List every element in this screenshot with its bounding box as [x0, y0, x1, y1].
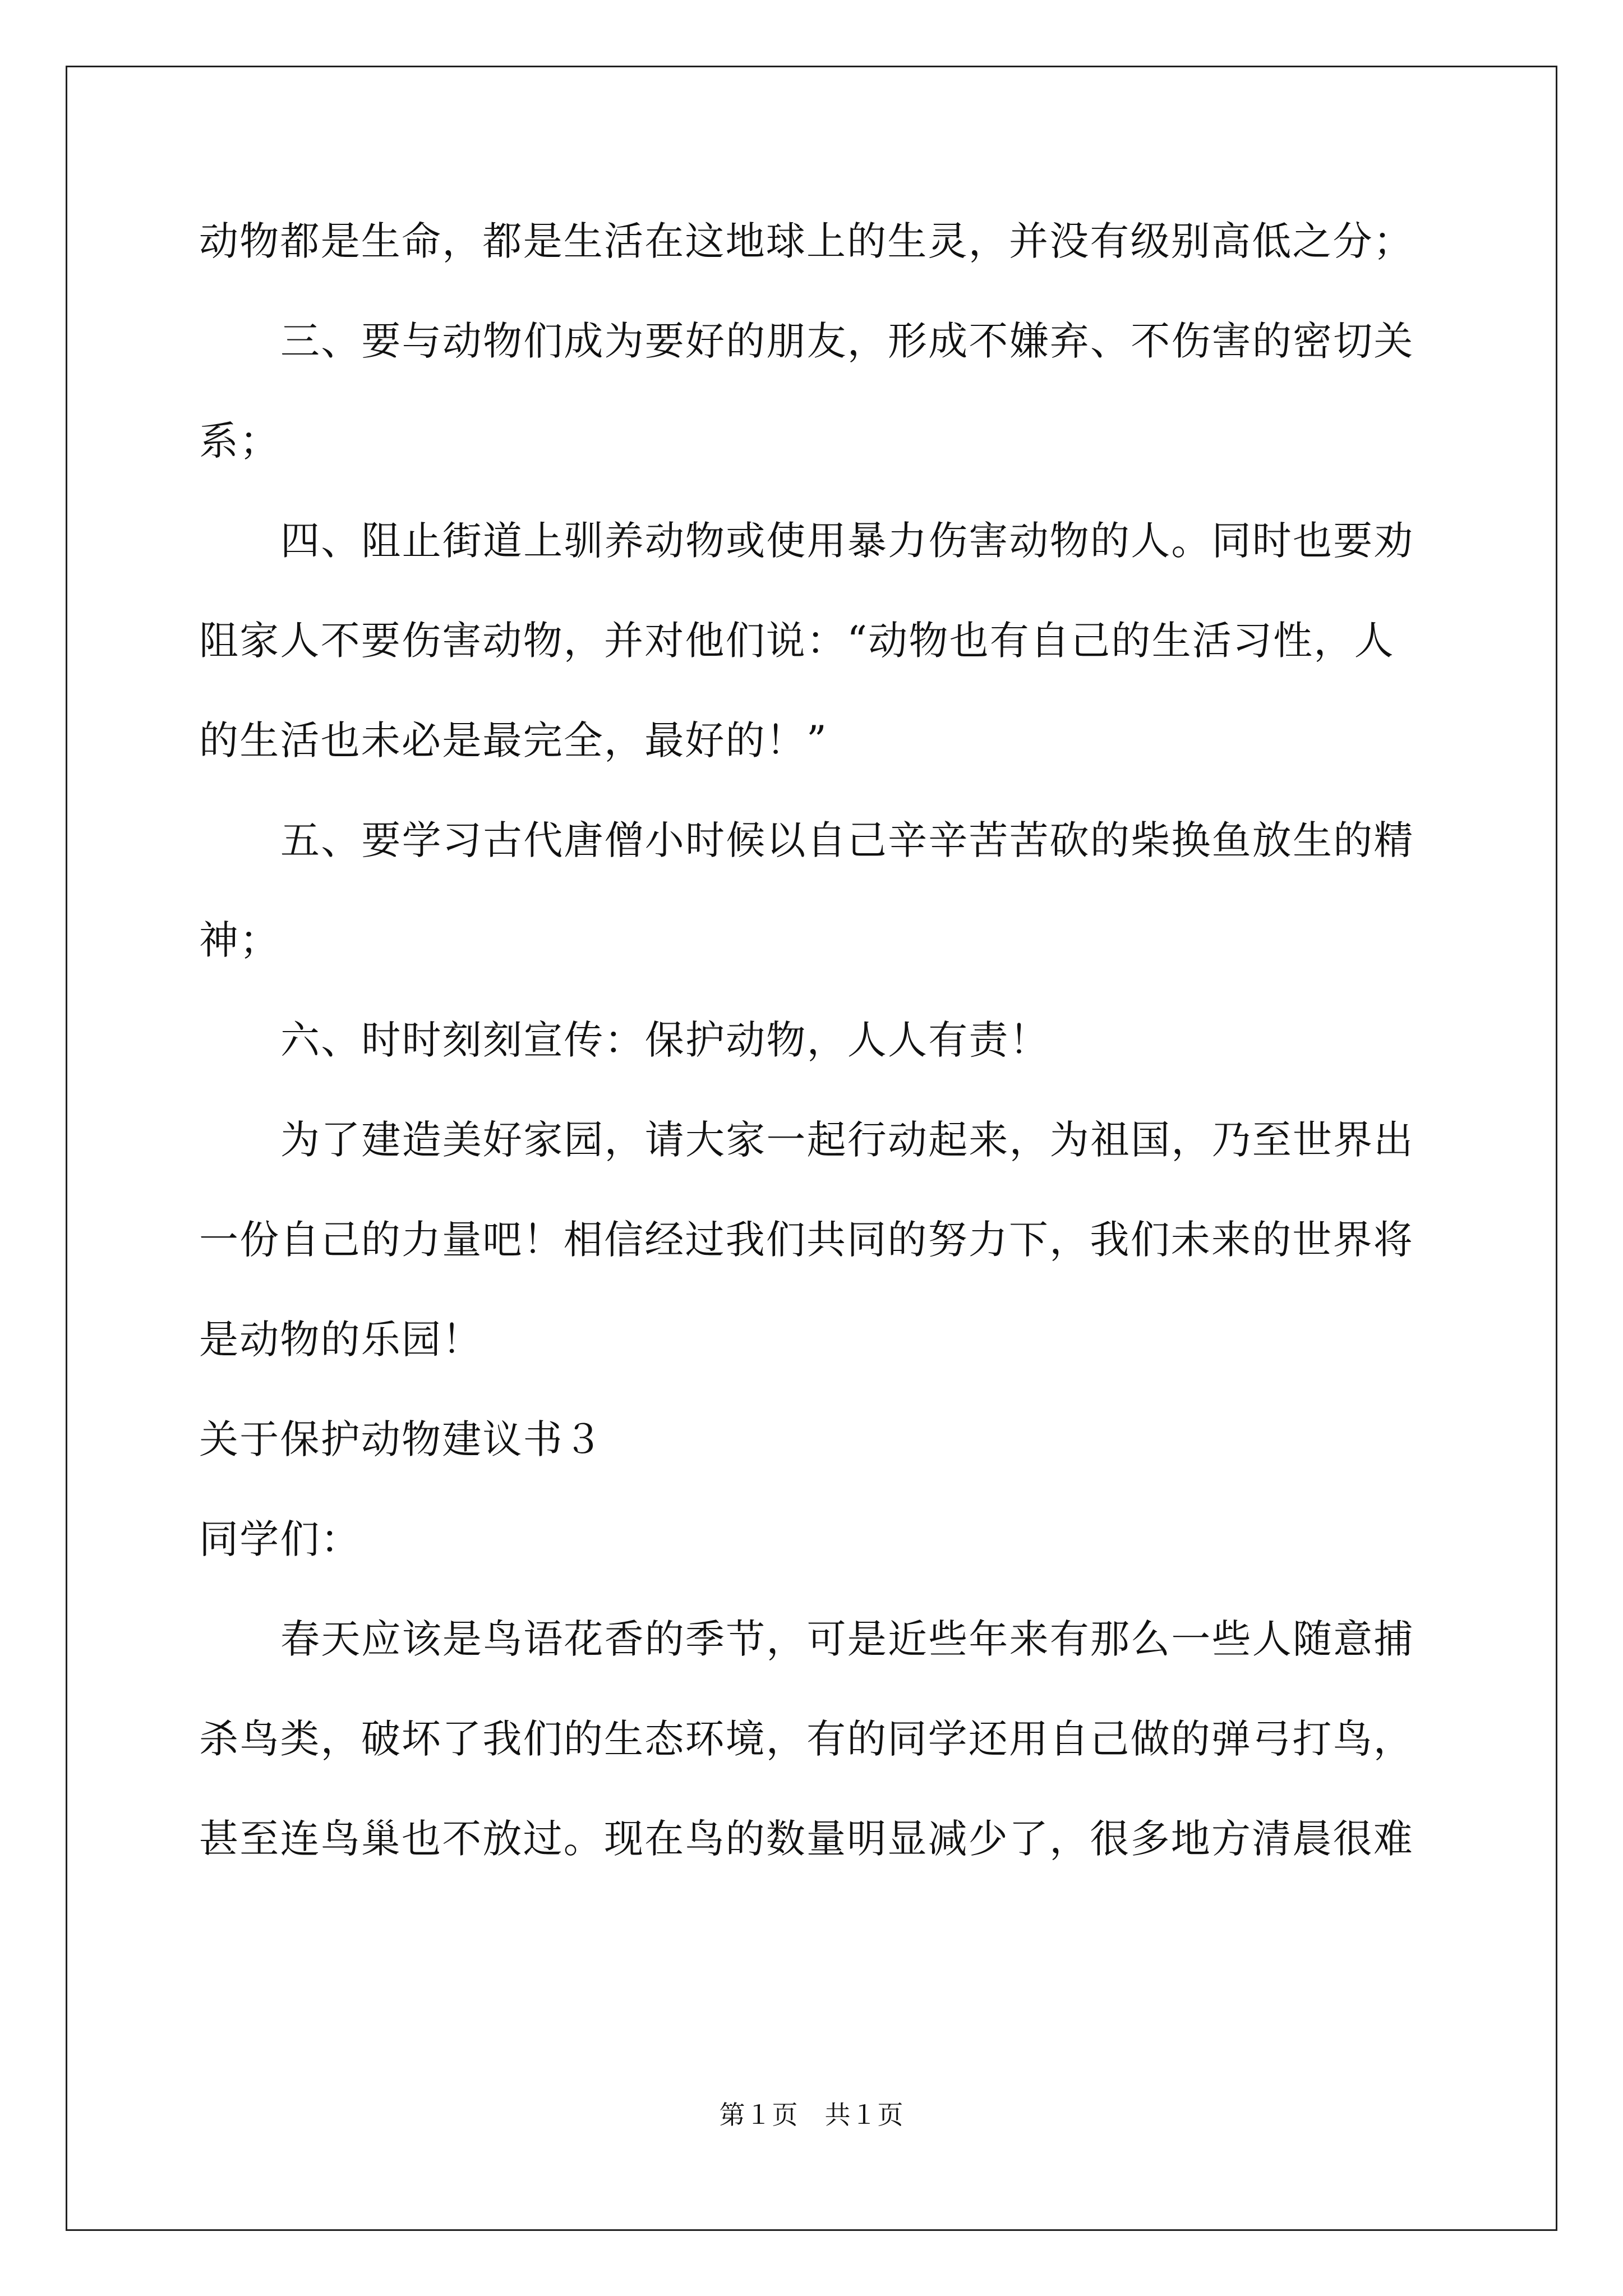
text-line: 动物都是生命，都是生活在这地球上的生灵，并没有级别高低之分； — [199, 218, 1414, 264]
text-line: 杀鸟类，破坏了我们的生态环境，有的同学还用自己做的弹弓打鸟， — [199, 1716, 1414, 1762]
text-line: 是动物的乐园！ — [199, 1317, 483, 1363]
text-line: 春天应该是鸟语花香的季节，可是近些年来有那么一些人随意捕 — [280, 1616, 1414, 1662]
section-heading: 关于保护动物建议书３ — [199, 1416, 604, 1462]
text-line: 四、阻止街道上驯养动物或使用暴力伤害动物的人。同时也要劝 — [280, 518, 1414, 564]
text-line: 六、时时刻刻宣传：保护动物，人人有责！ — [280, 1017, 1050, 1063]
text-line: 一份自己的力量吧！相信经过我们共同的努力下，我们未来的世界将 — [199, 1217, 1414, 1263]
page-number: 第１页 共１页 — [719, 2100, 904, 2130]
text-line: 的生活也未必是最完全，最好的！” — [199, 717, 828, 763]
text-line: 五、要学习古代唐僧小时候以自己辛辛苦苦砍的柴换鱼放生的精 — [280, 817, 1414, 863]
text-line: 为了建造美好家园，请大家一起行动起来，为祖国，乃至世界出 — [280, 1117, 1414, 1163]
text-line: 阻家人不要伤害动物，并对他们说：“动物也有自己的生活习性，人 — [199, 618, 1395, 664]
text-line: 甚至连鸟巢也不放过。现在鸟的数量明显减少了，很多地方清晨很难 — [199, 1816, 1414, 1862]
salutation: 同学们： — [199, 1516, 361, 1562]
text-line: 神； — [199, 917, 280, 963]
text-line: 三、要与动物们成为要好的朋友，形成不嫌弃、不伤害的密切关 — [280, 318, 1414, 364]
text-line: 系； — [199, 418, 280, 464]
